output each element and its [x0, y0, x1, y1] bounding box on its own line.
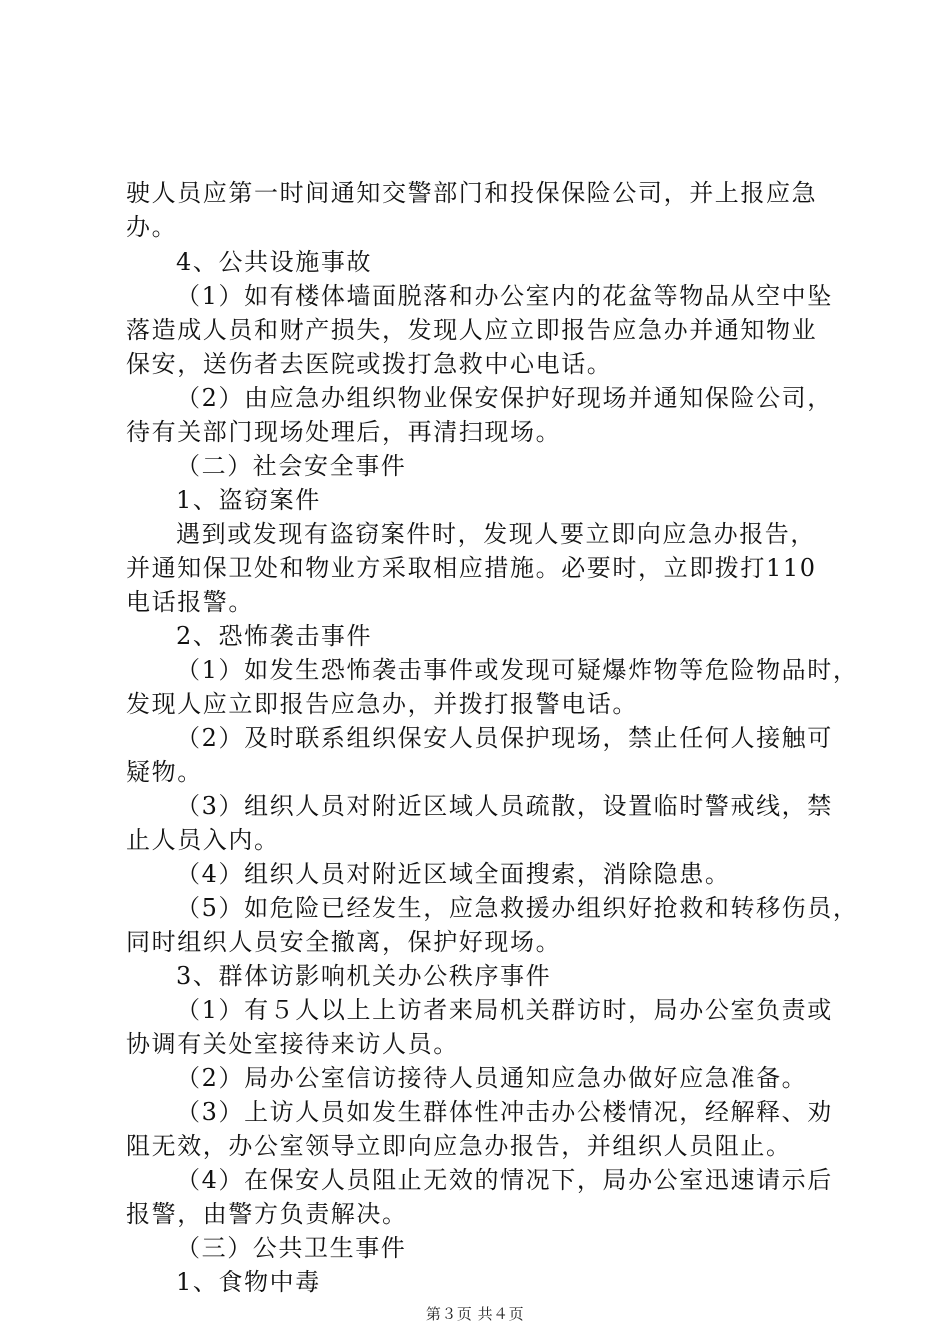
body-line: 电话报警。 — [126, 588, 254, 616]
body-line: （2）局办公室信访接待人员通知应急办做好应急准备。 — [176, 1064, 808, 1092]
body-line: 保安，送伤者去医院或拨打急救中心电话。 — [126, 350, 613, 378]
body-line: 止人员入内。 — [126, 826, 280, 854]
page-number-footer: 第３页 共４页 — [425, 1305, 525, 1323]
section-heading: 4、公共设施事故 — [176, 248, 373, 276]
body-line: 待有关部门现场处理后，再清扫现场。 — [126, 418, 562, 446]
body-line: 办。 — [126, 213, 178, 241]
section-heading: 1、盗窃案件 — [176, 486, 321, 514]
body-line: （1）如有楼体墙面脱落和办公室内的花盆等物品从空中坠 — [176, 282, 833, 310]
body-line: 疑物。 — [126, 758, 203, 786]
body-line: 报警，由警方负责解决。 — [126, 1200, 408, 1228]
body-line: 遇到或发现有盗窃案件时，发现人要立即向应急办报告， — [176, 520, 816, 548]
body-line: （2）及时联系组织保安人员保护现场，禁止任何人接触可 — [176, 724, 833, 752]
body-line: 发现人应立即报告应急办，并拨打报警电话。 — [126, 690, 638, 718]
body-line: 同时组织人员安全撤离，保护好现场。 — [126, 928, 562, 956]
section-heading: 2、恐怖袭击事件 — [176, 622, 373, 650]
body-line: 落造成人员和财产损失，发现人应立即报告应急办并通知物业 — [126, 316, 818, 344]
section-heading: （三）公共卫生事件 — [176, 1234, 407, 1262]
body-line: （1）有５人以上上访者来局机关群访时，局办公室负责或 — [176, 996, 833, 1024]
body-line: 阻无效，办公室领导立即向应急办报告，并组织人员阻止。 — [126, 1132, 792, 1160]
body-line: （5）如危险已经发生，应急救援办组织好抢救和转移伤员， — [176, 894, 859, 922]
body-line: 驶人员应第一时间通知交警部门和投保保险公司，并上报应急 — [126, 179, 818, 207]
section-heading: 3、群体访影响机关办公秩序事件 — [176, 962, 552, 990]
body-line: （2）由应急办组织物业保安保护好现场并通知保险公司， — [176, 384, 833, 412]
body-line: （4）在保安人员阻止无效的情况下，局办公室迅速请示后 — [176, 1166, 833, 1194]
body-line: 协调有关处室接待来访人员。 — [126, 1030, 459, 1058]
section-heading: 1、食物中毒 — [176, 1268, 321, 1296]
body-line: （1）如发生恐怖袭击事件或发现可疑爆炸物等危险物品时， — [176, 656, 859, 684]
body-line: （3）组织人员对附近区域人员疏散，设置临时警戒线，禁 — [176, 792, 833, 820]
section-heading: （二）社会安全事件 — [176, 452, 407, 480]
body-line: （4）组织人员对附近区域全面搜索，消除隐患。 — [176, 860, 731, 888]
body-line: 并通知保卫处和物业方采取相应措施。必要时，立即拨打110 — [126, 554, 817, 582]
body-line: （3）上访人员如发生群体性冲击办公楼情况，经解释、劝 — [176, 1098, 833, 1126]
